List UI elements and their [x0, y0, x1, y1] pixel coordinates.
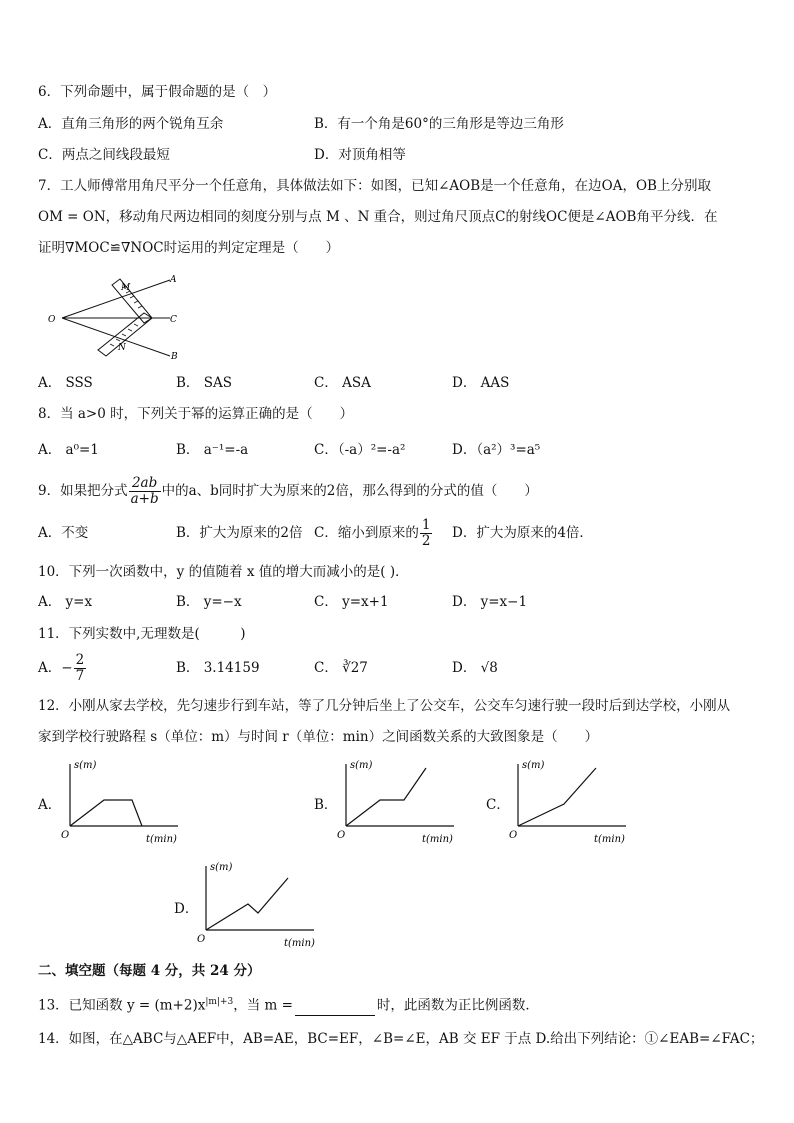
label-b: B: [171, 352, 178, 362]
q9-frac-num: 2ab: [129, 476, 161, 492]
q8-option-a: A． a⁰=1: [38, 442, 99, 458]
q11-option-a: [38, 648, 87, 688]
graph-d-origin: O: [197, 934, 206, 945]
q9-option-d: D．扩大为原来的4倍．: [452, 525, 593, 541]
graph-c-curve: [518, 768, 596, 826]
q7-option-d: D． AAS: [452, 375, 510, 391]
graph-a-curve: [70, 800, 142, 826]
q9-c-den: 2: [421, 533, 431, 549]
ray-oa: [62, 280, 170, 318]
q13-stem: [38, 992, 539, 1016]
section-2-heading: 二、填空题（每题 4 分，共 24 分）: [38, 963, 261, 979]
graph-c-ylabel: s(m): [522, 760, 545, 771]
q10-option-a: A． y=x: [38, 594, 93, 610]
q11-a-den: 7: [75, 668, 85, 684]
q7-line1: 7．工人师傅常用角尺平分一个任意角，具体做法如下：如图，已知∠AOB是一个任意角，在边OA，OB上分别取: [38, 178, 711, 194]
q9-post: 中的a、b同时扩大为原来的2倍，那么得到的分式的值（ ）: [161, 483, 538, 499]
q9-frac-den: a+b: [130, 491, 159, 507]
q10-stem: 10．下列一次函数中，y 的值随着 x 值的增大而减小的是( )．: [38, 564, 409, 580]
graph-b-ylabel: s(m): [350, 760, 373, 771]
graph-b-xlabel: t(min): [422, 834, 453, 845]
q11-option-a-prefix: A．−: [38, 660, 73, 676]
q10-option-c: C． y=x+1: [314, 594, 389, 610]
q6-option-a: A．直角三角形的两个锐角互余: [38, 116, 224, 132]
q13-post: 时，此函数为正比例函数．: [376, 997, 539, 1014]
q9-option-c: [314, 514, 433, 552]
graph-b-curve: [346, 768, 426, 826]
q9-pre: 9．如果把分式: [38, 483, 128, 499]
q7-option-b: B． SAS: [176, 375, 232, 391]
q10-option-d: D． y=x−1: [452, 594, 528, 610]
q12-line1: 12．小刚从家去学校，先匀速步行到车站，等了几分钟后坐上了公交车，公交车匀速行驶一段时后到达学校，小刚从: [38, 698, 731, 714]
q6-option-b: B．有一个角是60°的三角形是等边三角形: [314, 116, 564, 132]
q14-stem: 14．如图，在△ABC与△AEF中，AB=AE，BC=EF，∠B=∠E，AB 交 EF 于点 D.给出下列结论：①∠EAB=∠FAC；: [38, 1031, 764, 1047]
label-o: O: [48, 315, 56, 325]
q6-option-c: C．两点之间线段最短: [38, 147, 170, 163]
q13-mid: ，当 m =: [233, 997, 293, 1014]
q7-line2: OM = ON，移动角尺两边相同的刻度分别与点 M 、N 重合，则过角尺顶点C的射线OC便是∠AOB角平分线．在: [38, 209, 718, 225]
graph-b-origin: O: [337, 830, 346, 841]
label-a: A: [170, 275, 177, 285]
q12-option-b-label: B．: [314, 797, 338, 813]
q12-graph-b: [334, 756, 464, 848]
q9-c-num: 1: [421, 517, 431, 533]
q7-option-a: A． SSS: [38, 375, 93, 391]
q7-option-c: C． ASA: [314, 375, 371, 391]
q9-option-c-text: C．缩小到原来的: [314, 525, 419, 541]
q8-option-b: B． a⁻¹=-a: [176, 442, 249, 458]
graph-a-ylabel: s(m): [74, 760, 97, 771]
q13-answer-blank[interactable]: [295, 1001, 375, 1016]
q10-option-b: B． y=−x: [176, 594, 242, 610]
q8-stem: 8．当 a>0 时，下列关于幂的运算正确的是（ ）: [38, 406, 354, 422]
q9-stem: [38, 474, 538, 508]
q12-option-a-label: A．: [38, 797, 62, 813]
label-n: N: [118, 343, 126, 353]
q9-fraction: [129, 476, 161, 507]
q11-option-d: D． √8: [452, 660, 498, 676]
q6-stem: 6．下列命题中，属于假命题的是（ ）: [38, 84, 277, 100]
q12-line2: 家到学校行驶路程 s（单位：m）与时间 r（单位：min）之间函数关系的大致图象是（ ）: [38, 729, 599, 745]
graph-a-origin: O: [61, 830, 70, 841]
q6-option-d: D．对顶角相等: [314, 147, 406, 163]
q8-option-d: D．（a²）³=a⁵: [452, 442, 541, 458]
graph-c-xlabel: t(min): [594, 834, 625, 845]
q7-line3: 证明∇MOC≌∇NOC时运用的判定定理是（ ）: [38, 240, 340, 256]
q12-option-d-label: D．: [174, 901, 199, 917]
q11-option-a-fraction: [74, 653, 87, 684]
label-m: M: [121, 283, 131, 293]
ray-ob: [62, 318, 170, 356]
q8-option-c: C．（-a）²=-a²: [314, 442, 406, 458]
graph-d-ylabel: s(m): [210, 862, 233, 873]
label-c: C: [170, 315, 177, 325]
q13-exponent: |m|+3: [205, 997, 234, 1007]
q11-option-b: B． 3.14159: [176, 660, 260, 676]
angle-ruler-figure: [40, 268, 190, 363]
q11-stem: 11．下列实数中,无理数是( ): [38, 626, 246, 642]
ruler-upper-arm: [112, 279, 152, 323]
q11-option-c: C． ∛27: [314, 660, 368, 676]
graph-d-xlabel: t(min): [284, 938, 315, 949]
q12-graph-a: [58, 756, 188, 848]
graph-d-curve: [206, 878, 288, 930]
q9-option-a: A．不变: [38, 525, 89, 541]
graph-a-xlabel: t(min): [146, 834, 177, 845]
q12-graph-c: [506, 756, 636, 848]
graph-c-origin: O: [509, 830, 518, 841]
q9-option-b: B．扩大为原来的2倍: [176, 525, 303, 541]
q12-graph-d: [194, 858, 324, 952]
q13-pre: 13．已知函数 y = (m+2)x: [38, 997, 206, 1014]
q9-option-c-fraction: [420, 518, 433, 549]
q12-option-c-label: C．: [486, 797, 510, 813]
q11-a-num: 2: [75, 652, 85, 668]
